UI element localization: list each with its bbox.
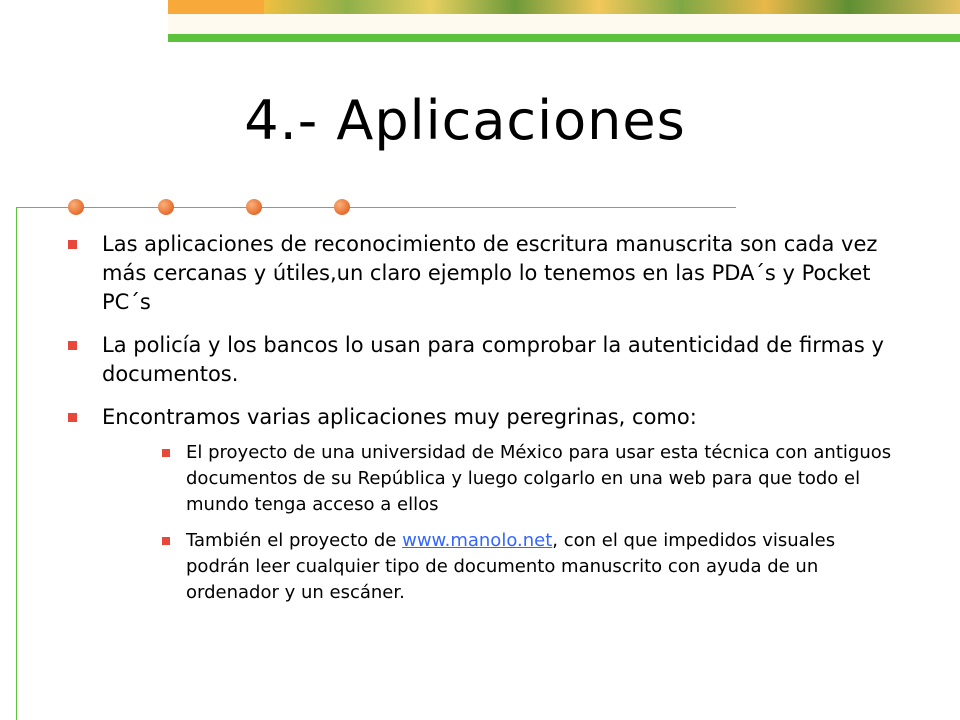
decorative-dot-icon — [334, 199, 350, 215]
square-bullet-icon — [162, 449, 170, 457]
sub-bullet-item — [66, 440, 896, 518]
decorative-dot-icon — [158, 199, 174, 215]
square-bullet-icon — [162, 537, 170, 545]
slide-body — [66, 230, 896, 606]
decorative-dot-icon — [246, 199, 262, 215]
sub-bullet-item — [66, 528, 896, 606]
sub-bullet-text: El proyecto de una universidad de México para usar esta técnica con antiguos documentos de su República y luego colgarlo en una web para que todo el mundo tenga acceso a ellos — [186, 442, 892, 515]
square-bullet-icon — [68, 240, 77, 249]
bullet-item — [66, 331, 896, 389]
manolo-link[interactable]: www.manolo.net — [402, 530, 553, 551]
bullet-text: Las aplicaciones de reconocimiento de escritura manuscrita son cada vez más cercanas y útiles,un claro ejemplo lo tenemos en las PDA´s y Pocket PC´s — [102, 232, 878, 314]
decorative-dot-icon — [68, 199, 84, 215]
square-bullet-icon — [68, 413, 77, 422]
banner-green-band — [168, 34, 960, 42]
slide-title: 4.- Aplicaciones — [244, 89, 686, 152]
sub-bullet-text-prefix: También el proyecto de — [186, 530, 403, 551]
header-banner — [168, 0, 960, 42]
bullet-text: La policía y los bancos lo usan para comprobar la autenticidad de firmas y documentos. — [102, 333, 884, 386]
bullet-item — [66, 403, 896, 432]
bullet-text: Encontramos varias aplicaciones muy peregrinas, como: — [102, 405, 697, 429]
bullet-item — [66, 230, 896, 317]
banner-light-band — [168, 14, 960, 34]
banner-image-strip — [264, 0, 960, 14]
vertical-rule — [16, 207, 17, 720]
sub-bullet-text-suffix: , con el que impedidos visuales podrán leer cualquier tipo de documento manuscrito con ayuda de un ordenador y un escáner. — [186, 530, 836, 603]
horizontal-rule — [16, 207, 736, 208]
square-bullet-icon — [68, 341, 77, 350]
